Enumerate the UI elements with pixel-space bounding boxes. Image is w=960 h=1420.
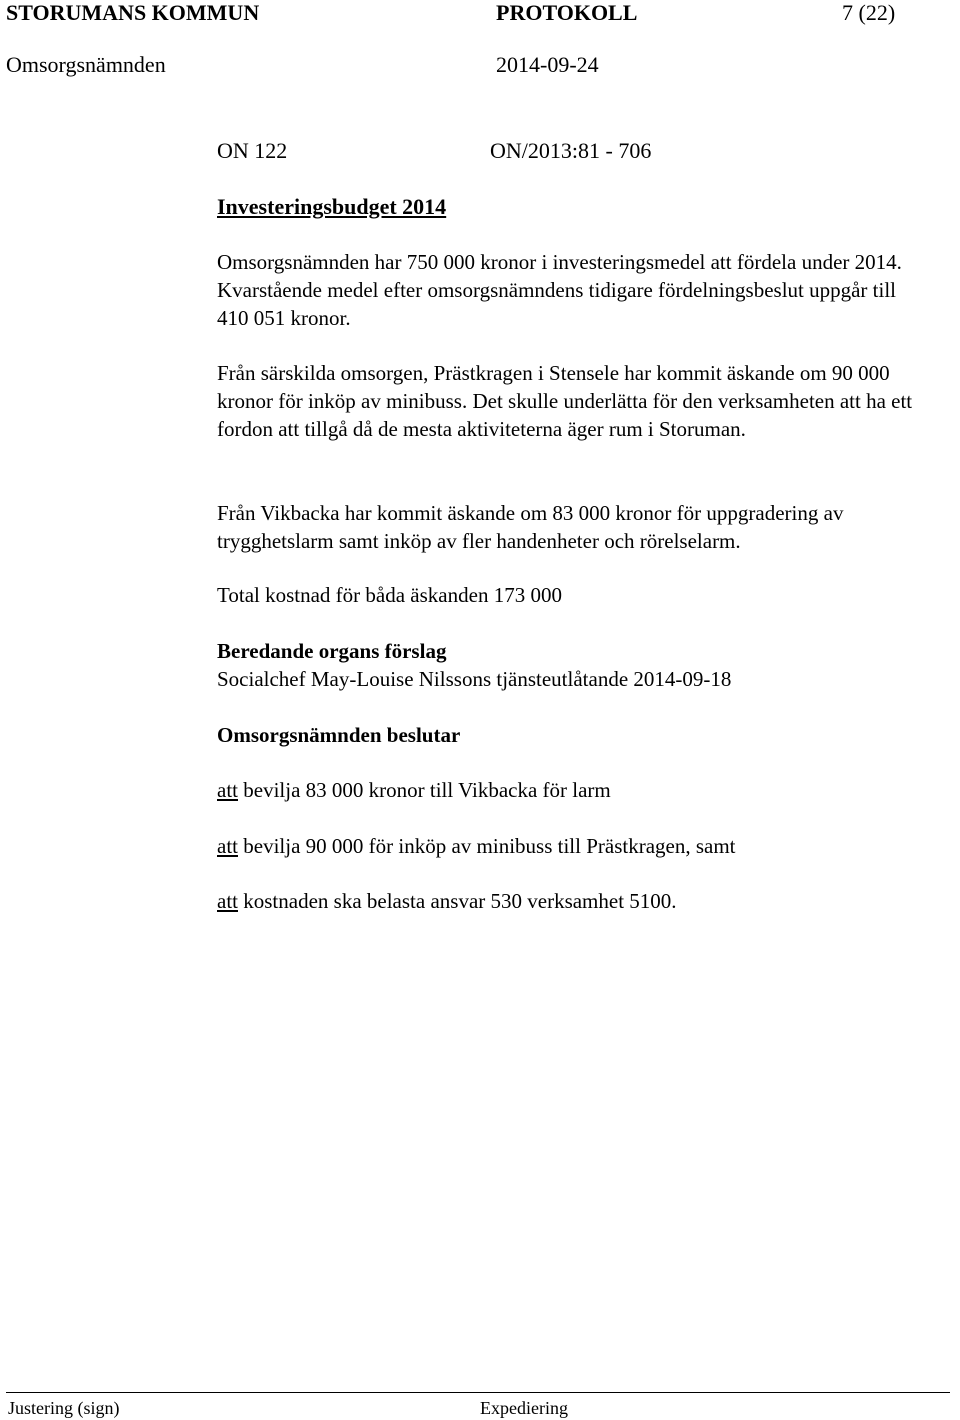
decision-item [217,887,917,915]
decision-text: kostnaden ska belasta ansvar 530 verksamhet 5100. [238,889,677,913]
decision-att: att [217,889,238,913]
case-number: ON 122 [217,138,288,163]
paragraph-text: Från särskilda omsorgen, Prästkragen i Stensele har kommit äskande om 90 000 kronor för inköp av minibuss. Det skulle underlätta för den verksamheten att ha ett fordon att tillgå då de mesta aktiviteterna äger rum i Storuman. [217,361,913,441]
footer-divider [6,1392,950,1393]
proposal-section [217,637,917,693]
decision-item [217,776,917,804]
dispatch-label: Expediering [480,1398,568,1418]
signature-label: Justering (sign) [8,1398,120,1418]
page-header-top [0,0,960,30]
paragraph-prastkragen [217,359,917,443]
case-title: Investeringsbudget 2014 [217,194,447,219]
document-type: PROTOKOLL [496,0,638,25]
paragraph-vikbacka [217,499,917,555]
case-reference-row [217,137,917,165]
municipality-name: STORUMANS KOMMUN [6,0,260,25]
decision-heading-block [217,721,917,749]
paragraph-total [217,581,917,609]
decision-text: bevilja 83 000 kronor till Vikbacka för larm [238,778,611,802]
decision-item [217,832,917,860]
decision-att: att [217,778,238,802]
decision-text: bevilja 90 000 för inköp av minibuss till Prästkragen, samt [238,834,736,858]
meeting-date: 2014-09-24 [496,52,599,77]
page-number: 7 (22) [842,0,896,25]
decision-heading: Omsorgsnämnden beslutar [217,723,461,747]
paragraph-text: Total kostnad för båda äskanden 173 000 [217,583,562,607]
paragraph-budget [217,248,917,332]
committee-name: Omsorgsnämnden [6,52,166,77]
page-header-sub [0,52,960,82]
decision-att: att [217,834,238,858]
paragraph-text: Från Vikbacka har kommit äskande om 83 000 kronor för uppgradering av trygghetslarm samt inköp av fler handenheter och rörelselarm. [217,501,844,553]
paragraph-text: Omsorgsnämnden har 750 000 kronor i investeringsmedel att fördela under 2014. Kvarstående medel efter omsorgsnämndens tidigare fördelningsbeslut uppgår till 410 051 kronor. [217,250,902,330]
proposal-heading: Beredande organs förslag [217,639,447,663]
case-reference: ON/2013:81 - 706 [490,138,652,163]
proposal-text: Socialchef May-Louise Nilssons tjänsteutlåtande 2014-09-18 [217,667,732,691]
